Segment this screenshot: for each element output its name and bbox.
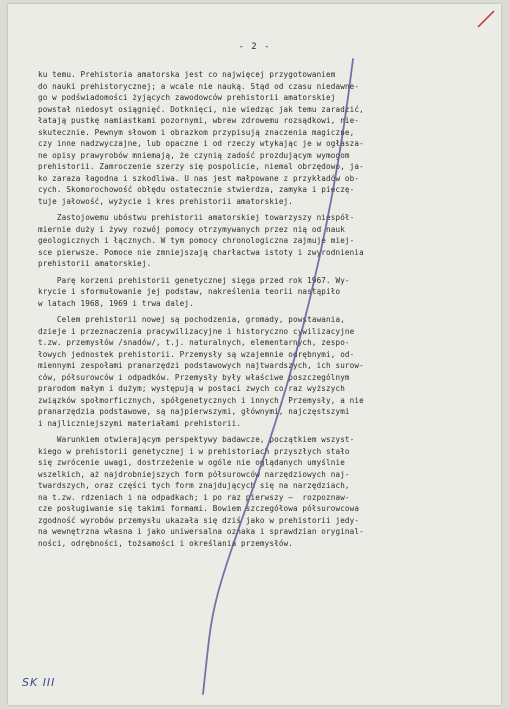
- text-line: Warunkiem otwierającym perspektywy badawcze, początkiem wszyst-: [38, 435, 355, 444]
- text-line: geologicznych i łącznych. W tym pomocy chronologiczna zajmuje miej-: [38, 236, 355, 245]
- text-line: prehistorii. Zamroczenie szerzy się pospolicie, niemal obrzędowo, ja-: [38, 162, 364, 171]
- corner-check-mark-icon: [475, 8, 497, 30]
- margin-signature: SK III: [22, 676, 56, 689]
- text-line: skutecznie. Pewnym słowom i obrazkom przypisują znaczenia magiczne,: [38, 127, 355, 137]
- text-line: sce pierwsze. Pomoce nie zmniejszają charłactwa istoty i zwyrodnienia: [38, 247, 364, 257]
- text-line: prarodom małym i dużym; występują w postaci zwych co raz wyższych: [38, 384, 345, 393]
- text-line: Parę korzeni prehistorii genetycznej sięga przed rok 1967. Wy-: [38, 275, 350, 285]
- text-line: łatają pustkę namiastkami pozornymi, wbrew zdrowemu rozsądkowi, nie-: [38, 116, 360, 125]
- text-line: ności, odrębności, tożsamości i określania przemysłów.: [38, 538, 293, 548]
- text-line: ców, półsurowców i odpadków. Przemysły były właściwe poszczególnym: [38, 372, 350, 382]
- text-line: w latach 1968, 1969 i trwa dalej.: [38, 298, 194, 308]
- text-line: kiego w prehistorii genetycznej i w prehistoriach przyszłych stało: [38, 446, 350, 456]
- text-line: prehistorii amatorskiej.: [38, 259, 152, 268]
- text-line: łowych jednostek prehistorii. Przemysły są wzajemnie odrębnymi, od-: [38, 349, 355, 359]
- text-line: dzieje i przeznaczenia pracywilizacyjne i historyczno cywilizacyjne: [38, 326, 355, 336]
- text-line: wszelkich, aż najdrobniejszych form półsurowców narzędziowych naj-: [38, 469, 350, 479]
- text-line: do nauki prehistorycznej; a wcale nie nauką. Stąd od czasu niedawne-: [38, 81, 360, 91]
- text-line: pranarzędzia podstawowe, są najpierwszymi, głównymi, najczęstszymi: [38, 407, 350, 416]
- text-line: Zastojowemu ubóstwu prehistorii amatorskiej towarzyszy niespół-: [38, 213, 355, 222]
- text-line: krycie i sformułowanie jej podstaw, nakreślenia teorii nastąpiło: [38, 287, 341, 296]
- text-line: powstał niedosyt osiągnięć. Dotknięci, nie wiedząc jak temu zaradzić,: [38, 104, 364, 114]
- text-line: twardszych, oraz części tych form znajdujących się na narzędziach,: [38, 481, 350, 490]
- text-line: cze posługiwanie się takimi formami. Bowiem szczegółowa półsurowcowa: [38, 504, 360, 513]
- text-line: tuje jałowość, wyżycie i kres prehistorii amatorskiej.: [38, 196, 293, 206]
- text-line: ku temu. Prehistoria amatorska jest co najwięcej przygotowaniem: [38, 70, 336, 79]
- text-line: ko zaraza łagodna i szkodliwa. U nas jest małpowane z przykładów ob-: [38, 173, 360, 183]
- pen-strike-line: [8, 4, 501, 705]
- text-line: Celem prehistorii nowej są pochodzenia, gromady, powstawania,: [38, 315, 345, 324]
- text-line: zgodność wyrobów przemysłu ukazała się dziś jako w prehistorii jedy-: [38, 515, 360, 525]
- text-line: czy inne nadzwyczajne, lub opaczne i od rzeczy wtykając je w ogłasza-: [38, 139, 364, 148]
- text-line: cych. Skomorochowość obłędu ostatecznie stwierdza, zamyka i pieczę-: [38, 185, 355, 194]
- text-line: i najliczniejszymi materiałami prehistorii.: [38, 418, 242, 428]
- page-number: - 2 -: [238, 42, 271, 52]
- text-line: miernie duży i żywy rozwój pomocy otrzymywanych przez nią od nauk: [38, 224, 345, 234]
- text-line: miennymi zespołami pranarzędzi podstawowych najtwardszych, ich surow-: [38, 361, 364, 370]
- document-page: [8, 4, 501, 705]
- text-line: na t.zw. rdzeniach i na odpadkach; i po raz pierwszy — rozpoznaw-: [38, 492, 350, 502]
- text-line: na wewnętrzna własna i jako uniwersalna oznaka i sprawdzian oryginal-: [38, 527, 364, 536]
- text-line: się zwrócenie uwagi, dostrzeżenie w ogóle nie oglądanych umyślnie: [38, 458, 345, 467]
- text-line: go w podświadomości żyjących zawodowców prehistorii amatorskiej: [38, 93, 336, 102]
- text-line: związków społmorficznych, spółgenetycznych i innych. Przemysły, a nie: [38, 395, 364, 405]
- text-line: ne opisy prawyrobów mniemają, że czynią zadość prozdującym wymogom: [38, 150, 350, 160]
- text-line: t.zw. przemysłów /snadów/, t.j. naturalnych, elementarnych, zespo-: [38, 338, 350, 347]
